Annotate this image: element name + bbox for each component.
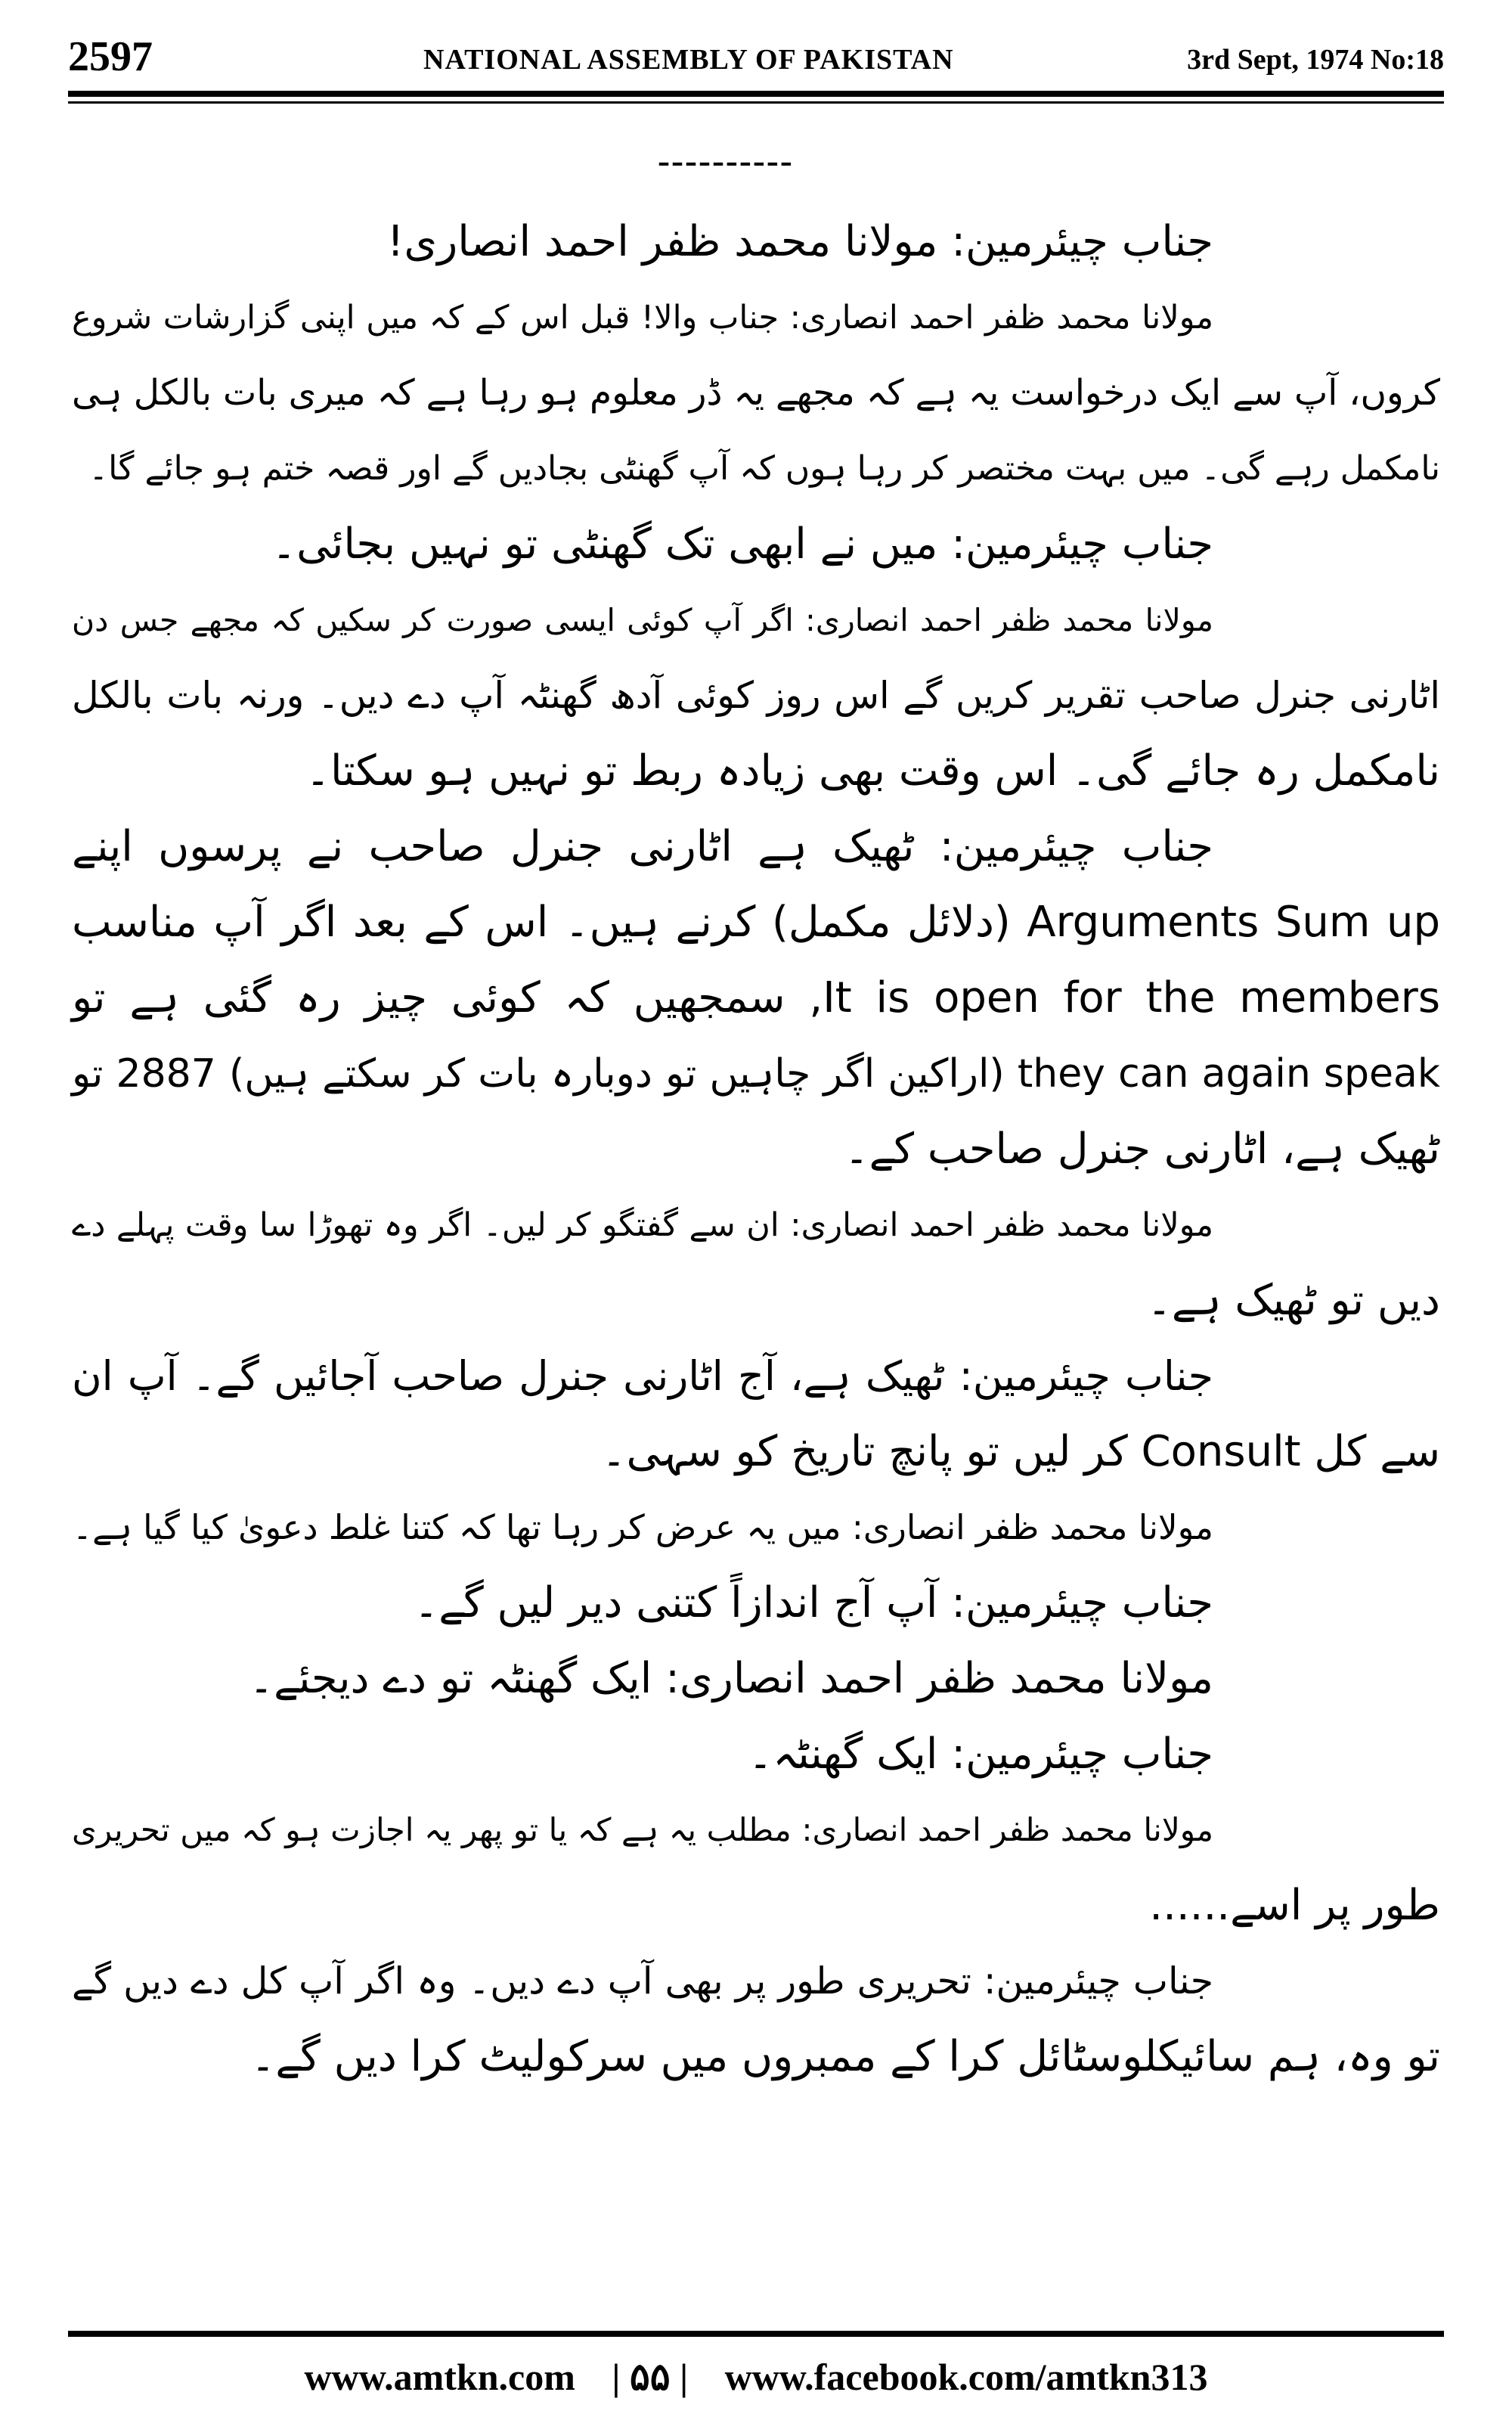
- text-line: It is open for the members, سمجھیں کہ کوئی چیز رہ گئی ہے تو: [72, 973, 1440, 1022]
- text-line: جناب چیئرمین: ٹھیک ہے اٹارنی جنرل صاحب نے پرسوں اپنے: [72, 822, 1213, 871]
- text-line: Arguments Sum up (دلائل مکمل) کرنے ہیں۔ اس کے بعد اگر آپ مناسب: [72, 898, 1440, 947]
- footer-facebook-link[interactable]: www.facebook.com/amtkn313: [724, 2356, 1208, 2398]
- text-line: مولانا محمد ظفر احمد انصاری: ان سے گفتگو کر لیں۔ اگر وہ تھوڑا سا وقت پہلے دے: [72, 1206, 1213, 1244]
- text-line: ٹھیک ہے، اٹارنی جنرل صاحب کے۔: [844, 1125, 1440, 1174]
- text-line: طور پر اسے......: [1149, 1881, 1440, 1930]
- text-line: سے کل Consult کر لیں تو پانچ تاریخ کو سہی۔: [601, 1427, 1440, 1476]
- page-footer: [68, 2343, 1444, 2411]
- page-header: [68, 30, 1444, 91]
- text-line: مولانا محمد ظفر احمد انصاری: ایک گھنٹہ تو دے دیجئے۔: [249, 1654, 1213, 1703]
- text-line: کروں، آپ سے ایک درخواست یہ ہے کہ مجھے یہ ڈر معلوم ہو رہا ہے کہ میری بات بالکل ہی: [72, 372, 1440, 414]
- text-line: مولانا محمد ظفر احمد انصاری: جناب والا! قبل اس کے کہ میں اپنی گزارشات شروع: [72, 299, 1213, 337]
- transcript-body: [72, 204, 1440, 2314]
- text-line: اٹارنی جنرل صاحب تقریر کریں گے اس روز کوئی آدھ گھنٹہ آپ دے دیں۔ ورنہ بات بالکل: [72, 674, 1440, 717]
- text-line: مولانا محمد ظفر احمد انصاری: مطلب یہ ہے کہ یا تو پھر یہ اجازت ہو کہ میں تحریری: [72, 1811, 1213, 1848]
- page-number: 2597: [68, 33, 153, 80]
- text-line: نامکمل رہے گی۔ میں بہت مختصر کر رہا ہوں کہ آپ گھنٹی بجادیں گے اور قصہ ختم ہو جائے گا۔: [88, 449, 1440, 488]
- text-line: دیں تو ٹھیک ہے۔: [1147, 1276, 1440, 1325]
- text-line: جناب چیئرمین: میں نے ابھی تک گھنٹی تو نہیں بجائی۔: [271, 520, 1213, 569]
- footer-page-number: | ۵۵ |: [612, 2356, 689, 2398]
- text-line: جناب چیئرمین: آپ آج اندازاً کتنی دیر لیں گے۔: [414, 1578, 1213, 1627]
- text-line: they can again speak (اراکین اگر چاہیں تو دوبارہ بات کر سکتے ہیں) 2887 تو: [72, 1051, 1440, 1097]
- text-line: جناب چیئرمین: ٹھیک ہے، آج اٹارنی جنرل صاحب آجائیں گے۔ آپ ان: [72, 1352, 1213, 1400]
- text-line: مولانا محمد ظفر احمد انصاری: اگر آپ کوئی ایسی صورت کر سکیں کہ مجھے جس دن: [72, 602, 1213, 638]
- header-date: 3rd Sept, 1974 No:18: [1187, 44, 1444, 76]
- section-divider: ----------: [658, 141, 794, 181]
- footer-website-link[interactable]: www.amtkn.com: [304, 2356, 575, 2398]
- header-rule: [68, 91, 1444, 97]
- text-line: مولانا محمد ظفر انصاری: میں یہ عرض کر رہا تھا کہ کتنا غلط دعویٰ کیا گیا ہے۔: [72, 1507, 1213, 1547]
- text-line: تو وہ، ہم سائیکلوسٹائل کرا کے ممبروں میں سرکولیٹ کرا دیں گے۔: [250, 2032, 1440, 2081]
- text-line: جناب چیئرمین: تحریری طور پر بھی آپ دے دیں۔ وہ اگر آپ کل دے دیں گے: [72, 1959, 1213, 2003]
- footer-rule: [68, 2331, 1444, 2337]
- text-line: جناب چیئرمین: مولانا محمد ظفر احمد انصاری!: [386, 217, 1213, 266]
- header-title: NATIONAL ASSEMBLY OF PAKISTAN: [423, 44, 954, 76]
- text-line: جناب چیئرمین: ایک گھنٹہ۔: [748, 1730, 1213, 1779]
- text-line: نامکمل رہ جائے گی۔ اس وقت بھی زیادہ ربط تو نہیں ہو سکتا۔: [305, 746, 1440, 796]
- header-rule-thin: [68, 101, 1444, 104]
